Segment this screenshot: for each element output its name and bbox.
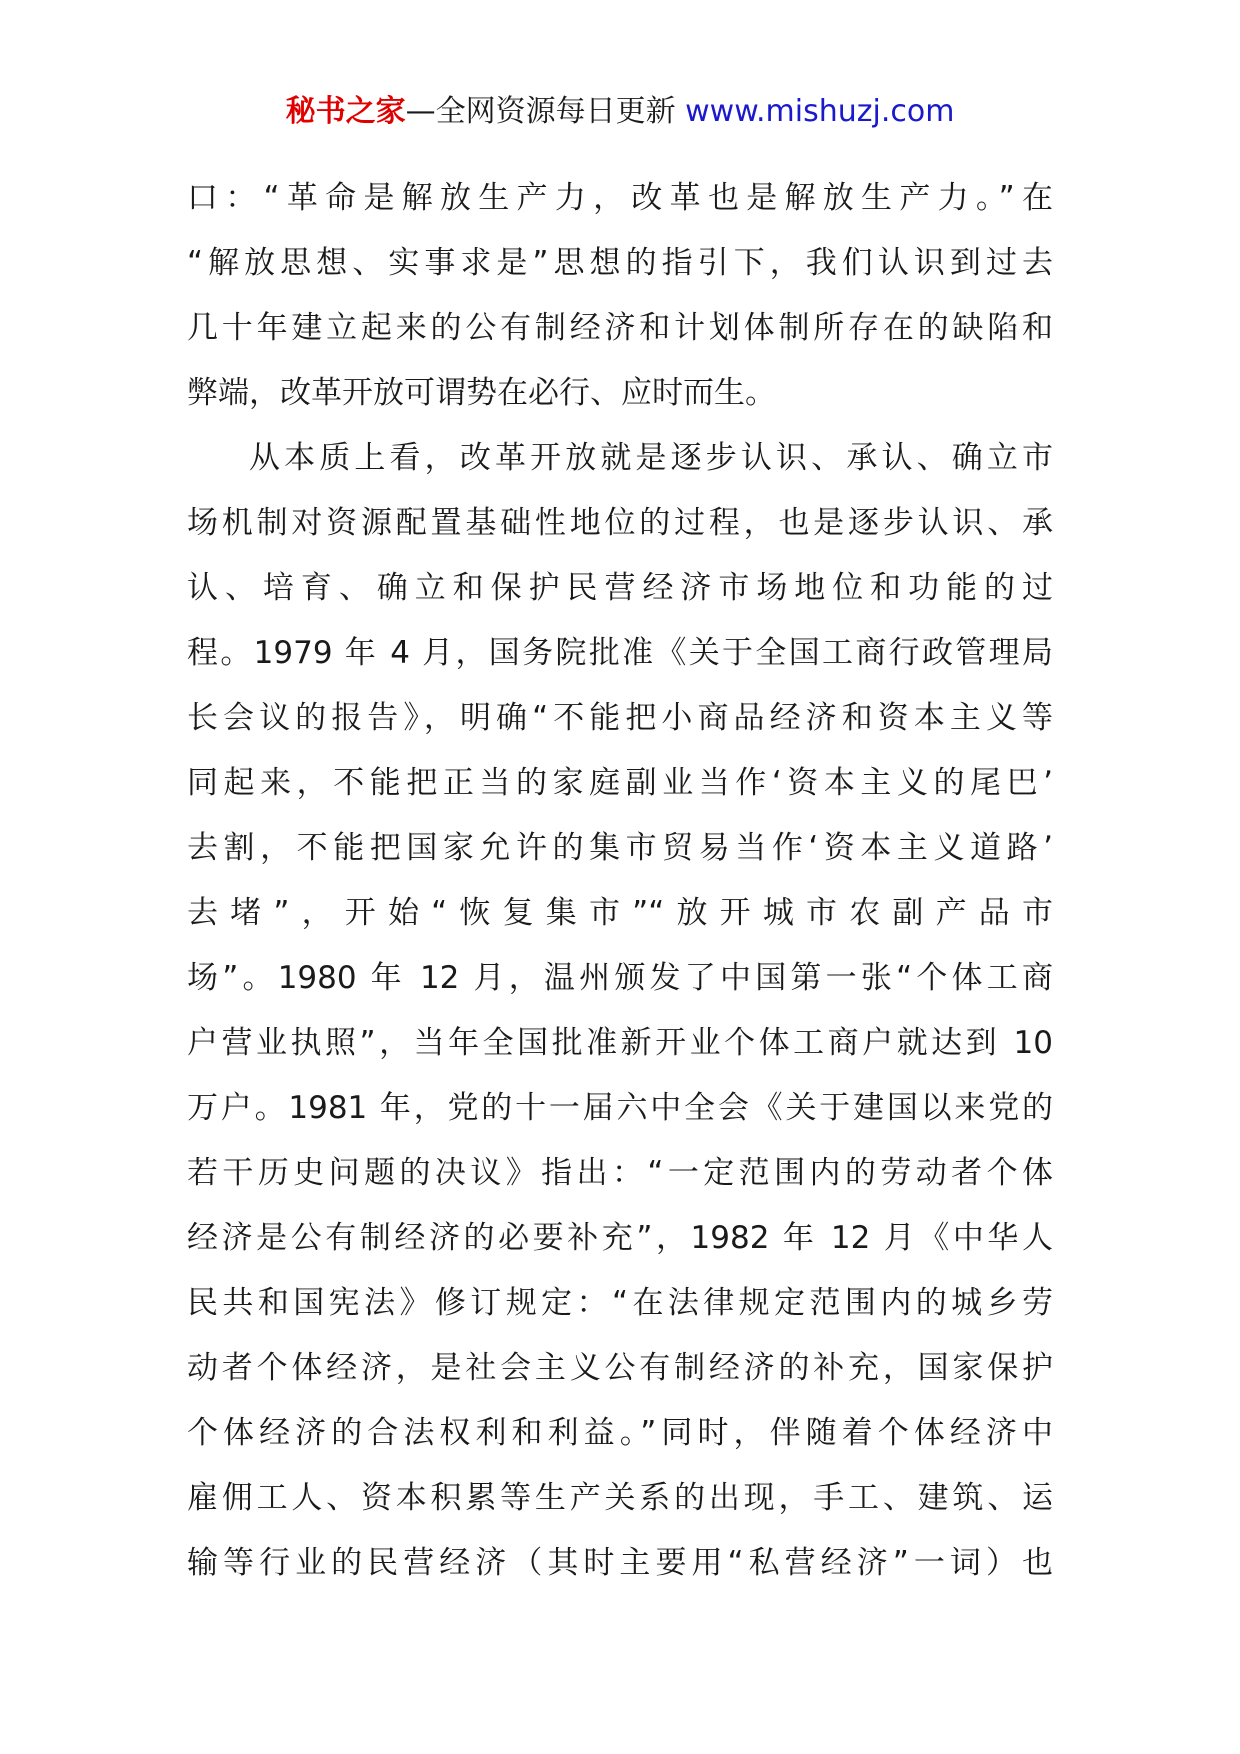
text-line: 口：“革命是解放生产力，改革也是解放生产力。”在	[187, 180, 1053, 216]
text-line: 个体经济的合法权利和利益。”同时，伴随着个体经济中	[187, 1415, 1053, 1451]
text-line: 认、培育、确立和保护民营经济市场地位和功能的过	[187, 570, 1053, 606]
text-line: 程。1979 年 4 月，国务院批准《关于全国工商行政管理局	[187, 635, 1053, 671]
text-line: “解放思想、实事求是”思想的指引下，我们认识到过去	[187, 245, 1053, 281]
text-line: 万户。1981 年，党的十一届六中全会《关于建国以来党的	[187, 1090, 1053, 1126]
text-line: 去堵”，开始“恢复集市”“放开城市农副产品市	[187, 895, 1053, 931]
text-line: 场”。1980 年 12 月，温州颁发了中国第一张“个体工商	[187, 960, 1053, 996]
brand-name: 秘书之家	[285, 94, 406, 129]
text-line: 经济是公有制经济的必要补充”，1982 年 12 月《中华人	[187, 1220, 1053, 1256]
text-line: 场机制对资源配置基础性地位的过程，也是逐步认识、承	[187, 505, 1053, 541]
site-url-link[interactable]: www.mishuzj.com	[685, 94, 955, 129]
paragraph-start-line: 从本质上看，改革开放就是逐步认识、承认、确立市	[249, 440, 1053, 476]
site-header	[0, 92, 1240, 132]
text-line: 若干历史问题的决议》指出：“一定范围内的劳动者个体	[187, 1155, 1053, 1191]
text-line: 同起来，不能把正当的家庭副业当作‘资本主义的尾巴’	[187, 765, 1053, 801]
header-tagline: —全网资源每日更新	[405, 94, 686, 129]
text-line: 输等行业的民营经济（其时主要用“私营经济”一词）也	[187, 1545, 1053, 1581]
text-line: 去割，不能把国家允许的集市贸易当作‘资本主义道路’	[187, 830, 1053, 866]
text-line: 几十年建立起来的公有制经济和计划体制所存在的缺陷和	[187, 310, 1053, 346]
text-line: 雇佣工人、资本积累等生产关系的出现，手工、建筑、运	[187, 1480, 1053, 1516]
text-line: 动者个体经济，是社会主义公有制经济的补充，国家保护	[187, 1350, 1053, 1386]
document-body	[187, 166, 1053, 1596]
text-line: 户营业执照”，当年全国批准新开业个体工商户就达到 10	[187, 1025, 1053, 1061]
paragraph-end-line: 弊端，改革开放可谓势在必行、应时而生。	[187, 375, 776, 411]
text-line: 长会议的报告》，明确“不能把小商品经济和资本主义等	[187, 700, 1053, 736]
text-line: 民共和国宪法》修订规定：“在法律规定范围内的城乡劳	[187, 1285, 1053, 1321]
